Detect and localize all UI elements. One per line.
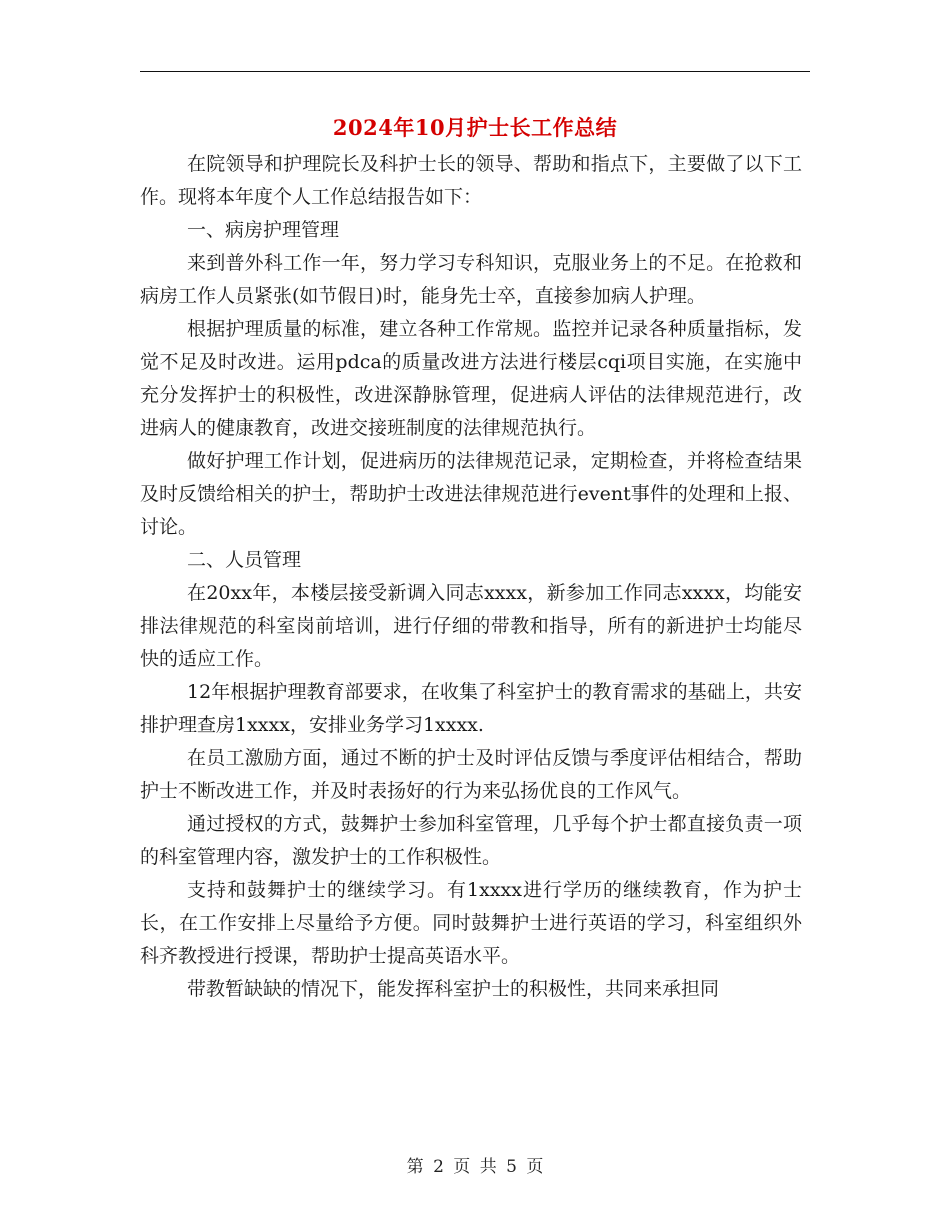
paragraph: 做好护理工作计划，促进病历的法律规范记录，定期检查，并将检查结果及时反馈给相关的护士，帮助护士改进法律规范进行event事件的处理和上报、讨论。: [140, 450, 802, 538]
paragraph: 在员工激励方面，通过不断的护士及时评估反馈与季度评估相结合，帮助护士不断改进工作，并及时表扬好的行为来弘扬优良的工作风气。: [140, 747, 802, 802]
paragraph: 支持和鼓舞护士的继续学习。有1xxxx进行学历的继续教育，作为护士长，在工作安排上尽量给予方便。同时鼓舞护士进行英语的学习，科室组织外科齐教授进行授课，帮助护士提高英语水平。: [140, 879, 802, 967]
document-title: 2024年10月护士长工作总结: [332, 115, 618, 140]
paragraph: 12年根据护理教育部要求，在收集了科室护士的教育需求的基础上，共安排护理查房1xxxx，安排业务学习1xxxx.: [140, 681, 802, 736]
page-number-footer: 第 2 页 共 5 页: [406, 1157, 544, 1177]
section-heading: 二、人员管理: [187, 549, 302, 571]
paragraph: 在院领导和护理院长及科护士长的领导、帮助和指点下，主要做了以下工作。现将本年度个人工作总结报告如下：: [140, 153, 802, 208]
header-rule: [140, 71, 810, 72]
document-body: [140, 148, 802, 1006]
section-heading: 一、病房护理管理: [187, 219, 340, 241]
paragraph: 根据护理质量的标准，建立各种工作常规。监控并记录各种质量指标，发觉不足及时改进。运用pdca的质量改进方法进行楼层cqi项目实施，在实施中充分发挥护士的积极性，改进深静脉管理，促进病人评估的法律规范进行，改进病人的健康教育，改进交接班制度的法律规范执行。: [140, 318, 802, 439]
paragraph: 来到普外科工作一年，努力学习专科知识，克服业务上的不足。在抢救和病房工作人员紧张(如节假日)时，能身先士卒，直接参加病人护理。: [140, 252, 802, 307]
paragraph: 在20xx年，本楼层接受新调入同志xxxx，新参加工作同志xxxx，均能安排法律规范的科室岗前培训，进行仔细的带教和指导，所有的新进护士均能尽快的适应工作。: [140, 582, 802, 670]
paragraph: 带教暂缺缺的情况下，能发挥科室护士的积极性，共同来承担同: [187, 978, 720, 1000]
paragraph: 通过授权的方式，鼓舞护士参加科室管理，几乎每个护士都直接负责一项的科室管理内容，激发护士的工作积极性。: [140, 813, 802, 868]
